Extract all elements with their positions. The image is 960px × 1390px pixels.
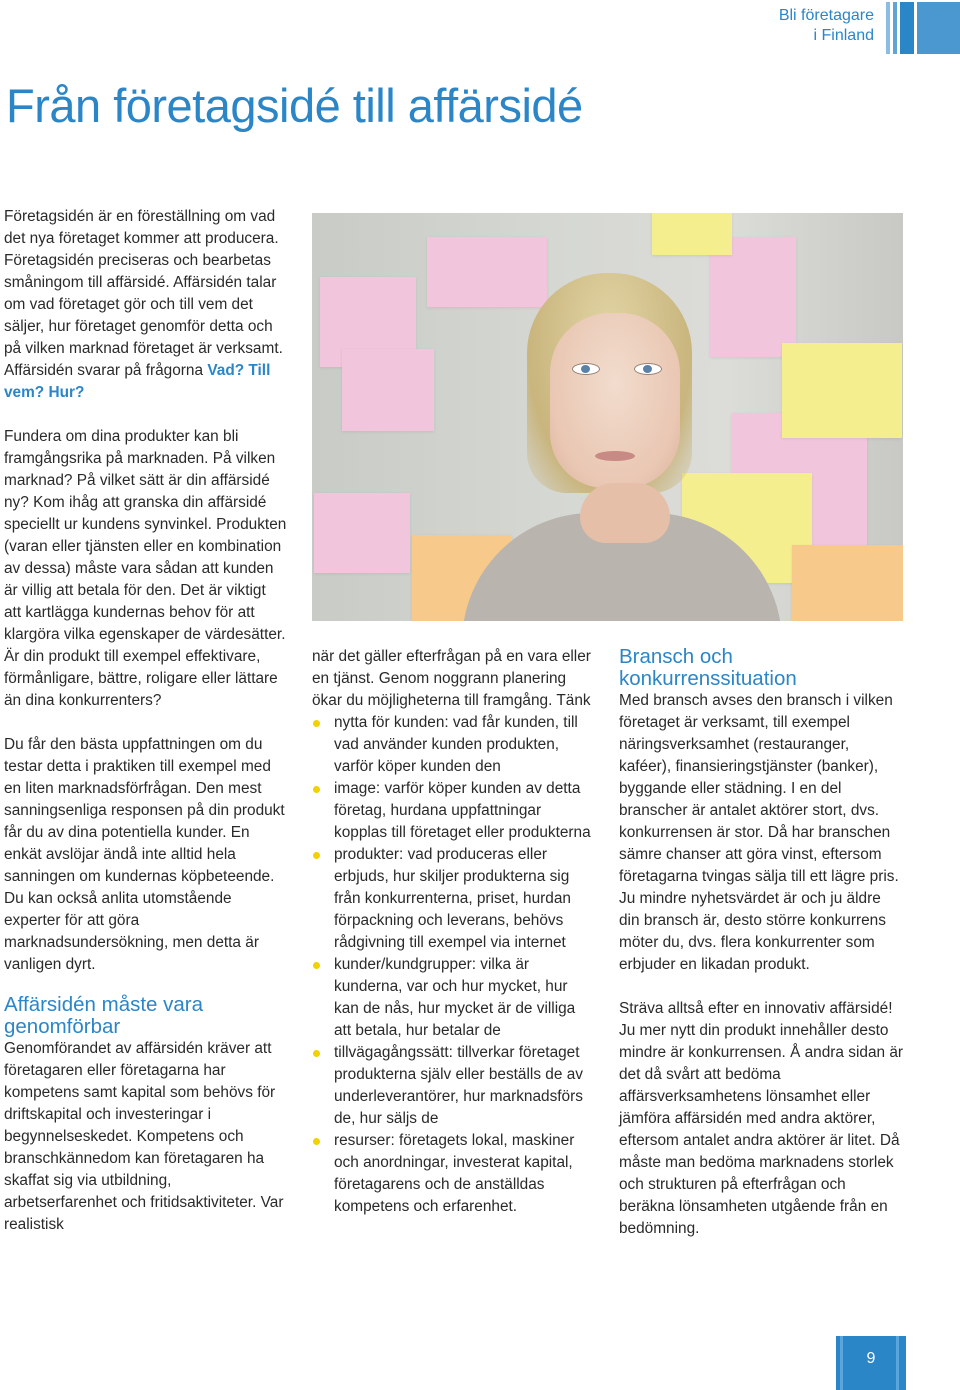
intro-paragraph [4,206,287,404]
section-heading-competition: Bransch och konkurrenssituation [619,645,797,690]
testing-paragraph: Du får den bästa uppfattningen om du testar detta i praktiken till exempel med en liten marknadsförfrågan. Den mest sanningsenliga responsen på din produkt får du av dina potentiella kunder. En enkät avslöjar ändå inte alltid hela sanningen om kundernas köpbeteende. Du kan också anlita utomstående experter för att göra marknadsundersökning, men detta är vanligen dyrt. [4,736,285,973]
planning-bullet-list [312,712,592,1218]
product-paragraph: Fundera om dina produkter kan bli framgångsrika på marknaden. På vilken marknad? På vilket sätt är din affärsidé ny? Kom ihåg att granska din affärsidé speciellt ur kundens synvinkel. Produkten (varan eller tjänsten eller en kombination av dessa) måste vara sådan att kunden är villig att betala för den. Det är viktigt att kartlägga kundernas behov för att klargöra vilka egenskaper de värdesätter. Är din produkt till exempel effektivare, förmånligare, bättre, roligare eller lättare än dina konkurrenters? [4,428,287,709]
header-label [779,6,874,46]
photo-woman-sticky-notes [312,213,903,621]
page-title: Från företagsidé till affärsidé [6,79,583,132]
bullet-item: tillvägagångssätt: tillverkar företaget produkterna själv eller beställs de av underleverantörer, hur marknadsförs de, hur säljs de [312,1042,592,1130]
bullet-item: resurser: företagets lokal, maskiner och anordningar, investerat kapital, företagarens och de anställdas kompetens och erfarenhet. [312,1130,592,1218]
planning-intro: när det gäller efterfrågan på en vara eller en tjänst. Genom noggrann planering ökar du möjligheterna till framgång. Tänk [312,648,591,709]
intro-text: Företagsidén är en föreställning om vad det nya företaget kommer att producera. Företagsidén preciseras och bearbetas småningom till affärsidé. Affärsidén talar om vad företaget gör och till vem det säljer, hur företaget genomför detta och på vilken marknad företaget är verksamt. Affärsidén svarar på frågorna [4,208,283,379]
header-label-line1: Bli företagare [778,7,874,24]
bullet-item: produkter: vad produceras eller erbjuds, hur skiljer produkterna sig från konkurrenterna, priset, hurdan förpackning och leverans, behövs rådgivning till exempel via internet [312,844,592,954]
column-2 [312,646,592,1218]
bullet-item: kunder/kundgrupper: vilka är kunderna, var och hur mycket, hur kan de nås, hur mycket är de villiga att betala, hur betalar de [312,954,592,1042]
column-3 [619,646,905,1240]
footer-page-block [836,1336,906,1390]
section-heading-feasible: Affärsidén måste vara genomförbar [4,993,204,1038]
industry-paragraph: Med bransch avses den bransch i vilken företaget är verksamt, till exempel näringsverksamhet (restauranger, kaféer), finansieringstjänster (banker), byggande eller städning. I en del branscher är antalet aktörer stort, dvs. konkurrensen är stor. Då har branschen sämre chanser att göra vinst, eftersom företagarna tvingas sälja till ett lägre pris. Ju mindre nyhetsvärdet är och ju äldre din bransch är, desto större konkurrens möter du, dvs. flera konkurrenter som erbjuder en likadan produkt. [619,692,899,973]
header-label-line2: i Finland [813,27,874,44]
bullet-item: nytta för kunden: vad får kunden, till vad använder kunden produkten, varför köper kunden den [312,712,592,778]
header-decoration-bars [886,2,960,54]
innovation-paragraph: Sträva alltså efter en innovativ affärsidé! Ju mer nytt din produkt innehåller desto mindre är konkurrensen. Å andra sidan är det då svårt att bedöma affärsverksamhetens lönsamhet eller jämföra affärsidén med andra aktörer, eftersom antalet andra aktörer är litet. Då måste man bedöma marknadens storlek och strukturen på efterfrågan och beräkna lönsamheten utgående från en bedömning. [619,1000,904,1237]
column-1 [4,206,287,1236]
key-questions: Vad? Till vem? Hur? [4,362,271,401]
feasibility-paragraph: Genomförandet av affärsidén kräver att företagaren eller företagarna har kompetens samt kapital som behövs för driftskapital och investeringar i begynnelseskedet. Kompetens och branschkännedom kan företagaren ha skaffat sig via utbildning, arbetserfarenhet och fritidsaktiviteter. Var realistisk [4,1040,284,1233]
bullet-item: image: varför köper kunden av detta företag, hurdana uppfattningar kopplas till företaget eller produkterna [312,778,592,844]
page-number: 9 [866,1350,876,1367]
